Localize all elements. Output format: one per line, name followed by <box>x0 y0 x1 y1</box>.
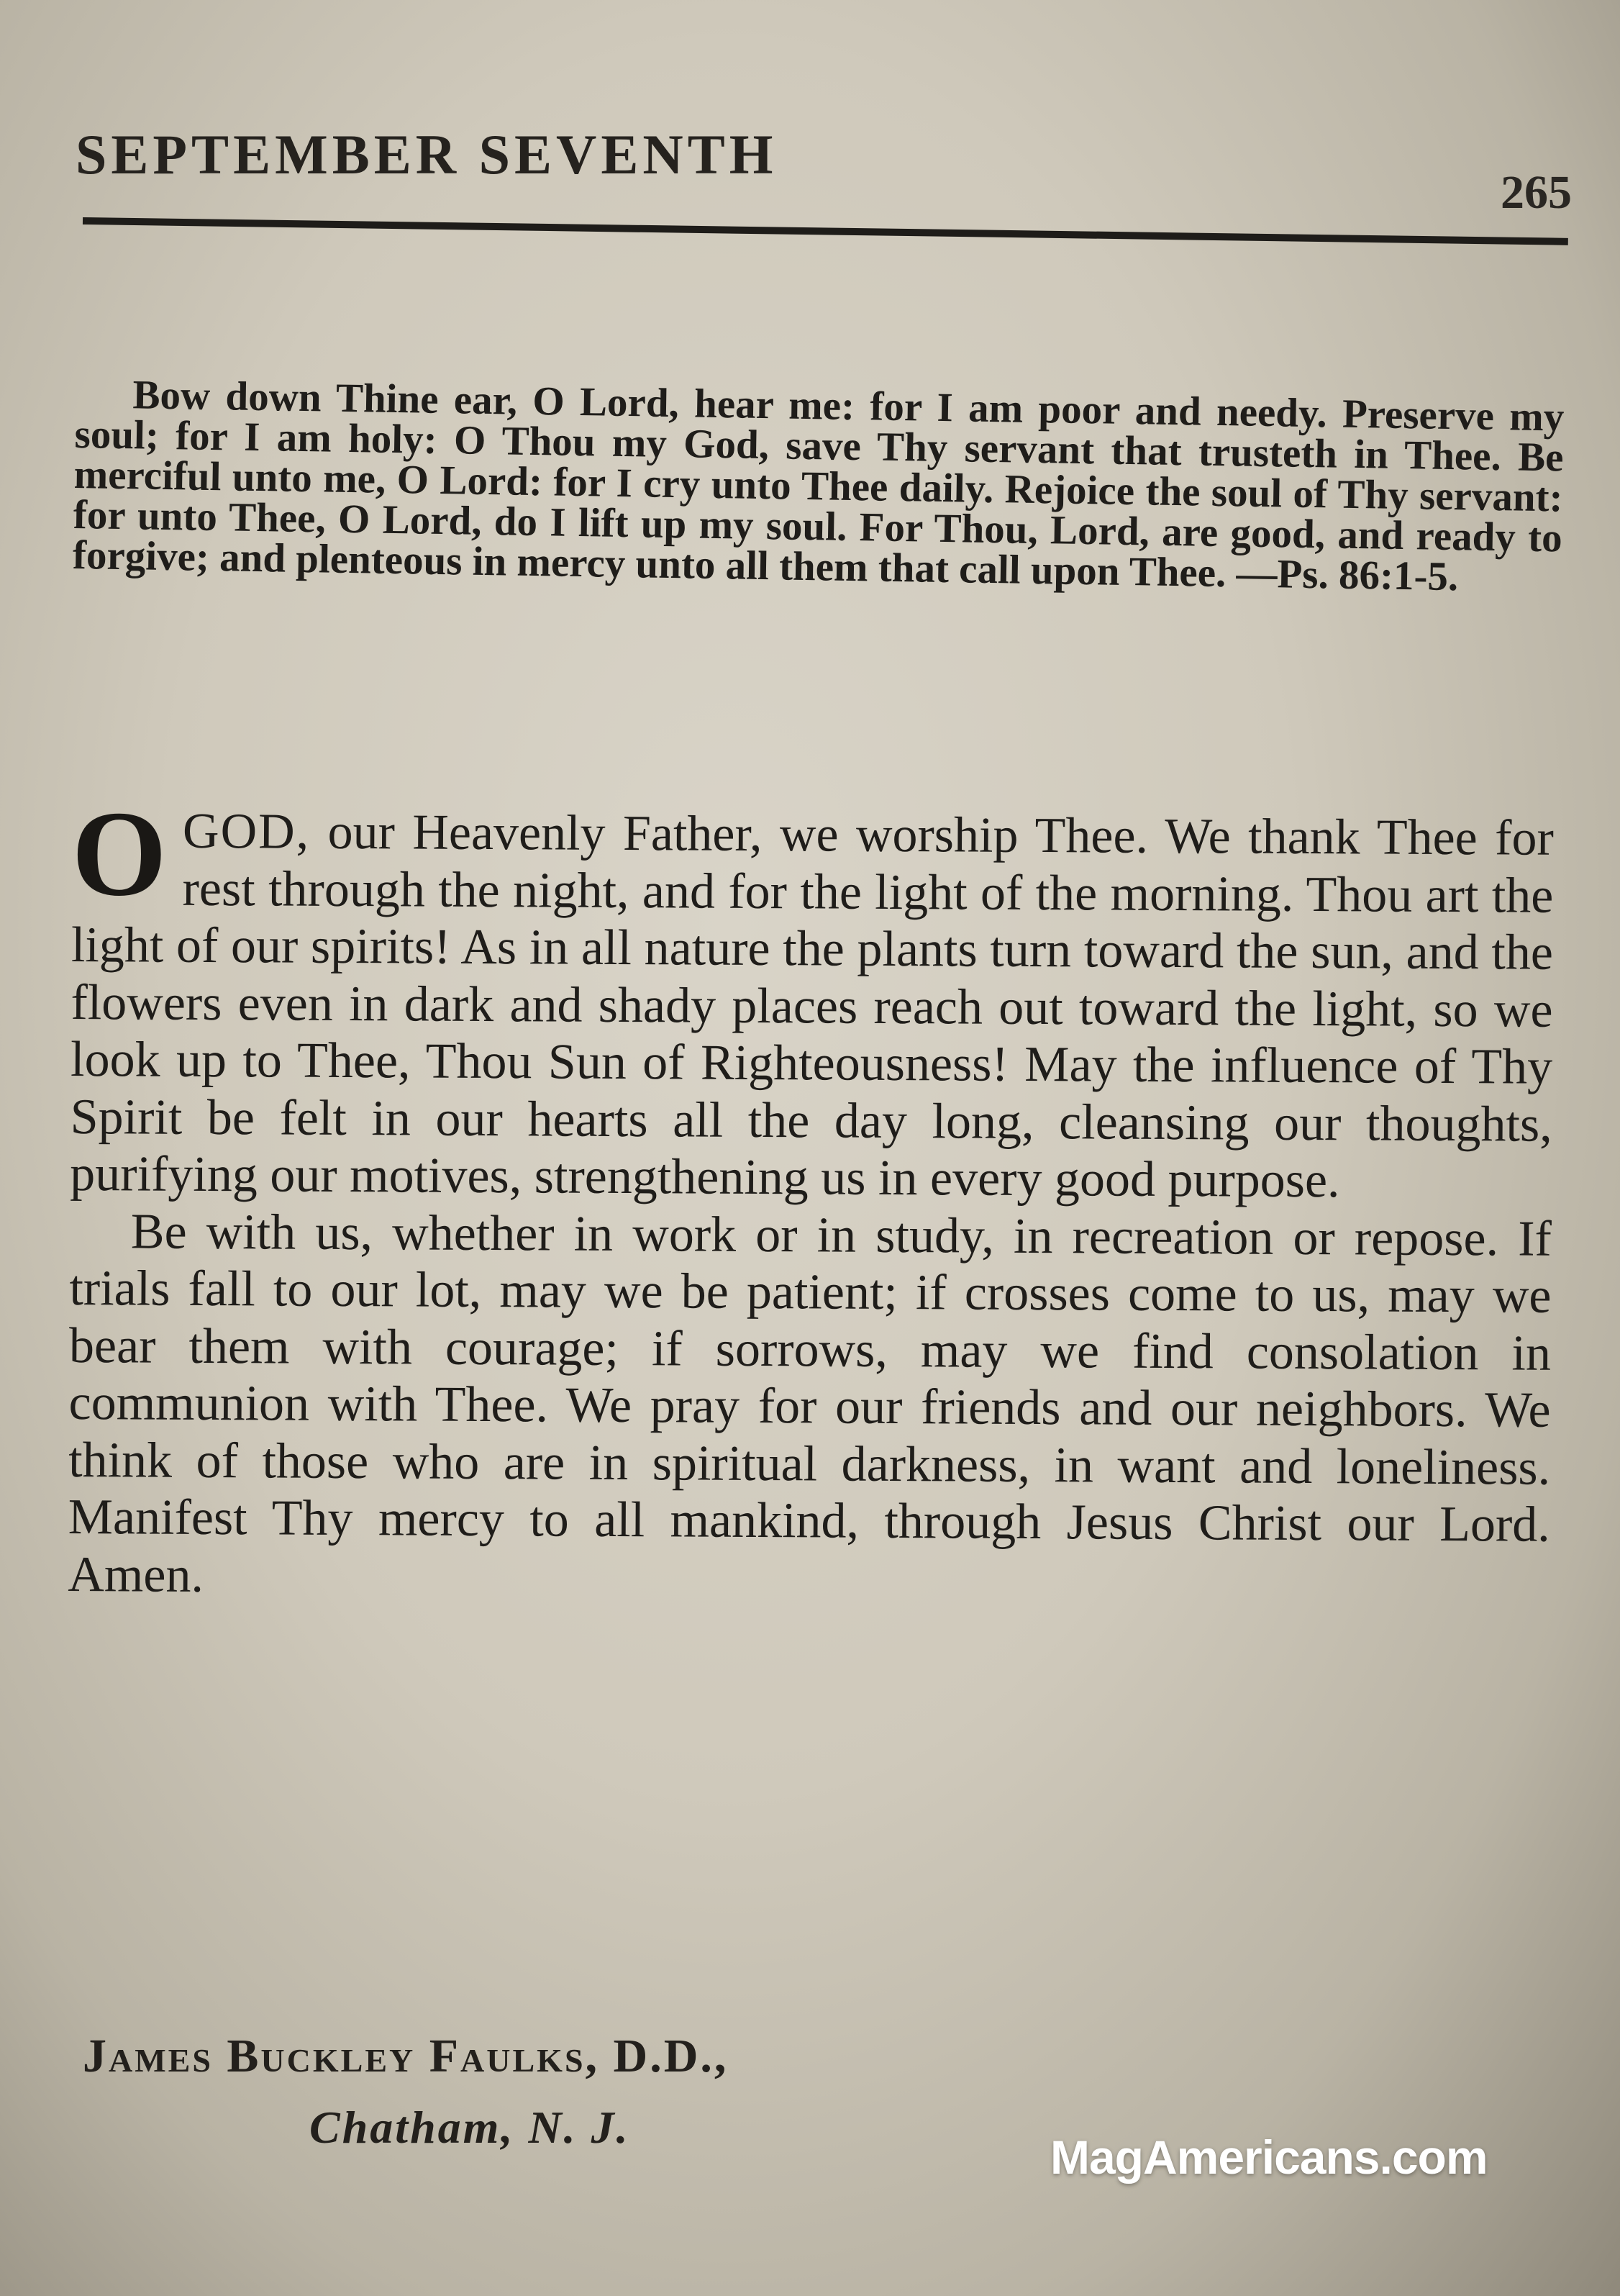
watermark: MagAmericans.com <box>1050 2131 1488 2184</box>
author-location: Chatham, N. J. <box>309 2102 630 2153</box>
page-number: 265 <box>1501 166 1572 219</box>
drop-cap: O <box>71 786 168 922</box>
prayer-first-word: GOD, <box>182 803 311 860</box>
prayer-paragraph-1 <box>70 786 1554 1210</box>
scripture-passage: Bow down Thine ear, O Lord, hear me: for I am poor and needy. Preserve my soul; for I am holy: O Thou my God, save Thy servant that trusteth in Thee. Be merciful unto me, O Lord: for I cry unto Thee daily. Rejoice the soul of Thy servant: for unto Thee, O Lord, do I lift up my soul. For Thou, Lord, are good, and ready to forgive; and plenteous in mercy unto all them that call upon Thee. —Ps. 86:1-5. <box>72 372 1565 600</box>
page-title: SEPTEMBER SEVENTH <box>76 123 778 186</box>
prayer-text <box>68 786 1554 1611</box>
prayer-paragraph-1-text: our Heavenly Father, we worship Thee. We thank Thee for rest through the night, and for the light of the morning. Thou art the light of our spirits! As in all nature the plants turn toward the sun, and the flowers even in dark and shady places reach out toward the light, so we look up to Thee, Thou Sun of Righteousness! May the influence of Thy Spirit be felt in our hearts all the day long, cleansing our thoughts, purifying our motives, strengthening us in every good purpose. <box>70 804 1554 1209</box>
author-name: James Buckley Faulks, D.D., <box>83 2030 729 2082</box>
prayer-paragraph-2: Be with us, whether in work or in study, in recreation or repose. If trials fall to our lot, may we be patient; if crosses come to us, may we bear them with courage; if sorrows, may we find consolation in communion with Thee. We pray for our friends and our neighbors. We think of those who are in spiritual darkness, in want and loneliness. Manifest Thy mercy to all mankind, through Jesus Christ our Lord. Amen. <box>68 1203 1552 1603</box>
page-header <box>76 115 1572 230</box>
